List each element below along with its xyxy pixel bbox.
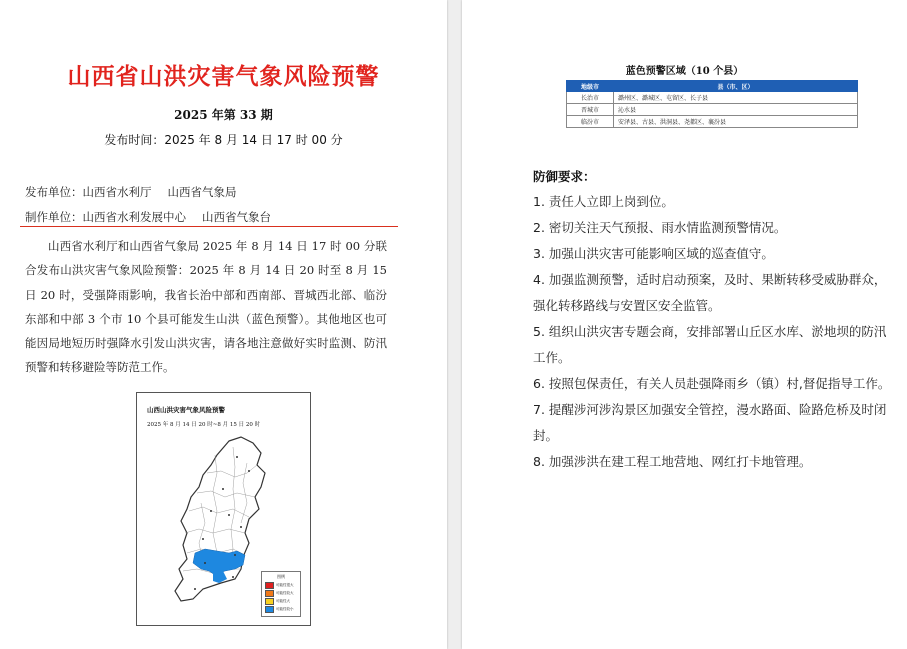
legend-title: 图例 bbox=[277, 574, 285, 579]
table-cell-city: 临汾市 bbox=[567, 116, 614, 128]
maker-label: 制作单位： bbox=[25, 210, 83, 224]
document-page-left bbox=[0, 0, 447, 649]
map-subtitle: 2025 年 8 月 14 日 20 时~8 月 15 日 20 时 bbox=[147, 422, 261, 428]
legend-swatch-blue bbox=[265, 606, 274, 613]
maker-line bbox=[25, 209, 271, 225]
defense-requirements-heading: 防御要求： bbox=[533, 169, 596, 184]
document-page-right bbox=[462, 0, 907, 649]
table-cell-counties: 沁水县 bbox=[614, 104, 858, 116]
legend-label: 可能性很大 bbox=[276, 582, 294, 587]
legend-label: 可能性大 bbox=[276, 598, 290, 603]
requirement-item: 5. 组织山洪灾害专题会商，安排部署山丘区水库、淤地坝的防汛工作。 bbox=[533, 324, 887, 365]
legend-label: 可能性较小 bbox=[276, 606, 294, 611]
table-cell-counties: 安泽县、古县、洪洞县、尧都区、襄汾县 bbox=[614, 116, 858, 128]
legend-item bbox=[265, 582, 297, 588]
map-title: 山西山洪灾害气象风险预警 bbox=[147, 406, 225, 414]
legend-item bbox=[265, 598, 297, 604]
issuer-line bbox=[25, 184, 237, 200]
requirement-item: 4. 加强监测预警，适时启动预案，及时、果断转移受威胁群众，强化转移路线与安置区安全监管。 bbox=[533, 272, 887, 313]
maker-water-center: 山西省水利发展中心 bbox=[82, 210, 186, 224]
issuer-label: 发布单位： bbox=[25, 185, 83, 199]
table-header-county: 县（市、区） bbox=[614, 81, 858, 92]
requirement-item: 7. 提醒涉河涉沟景区加强安全管控，漫水路面、险路危桥及时闭封。 bbox=[533, 402, 887, 443]
requirement-item: 1. 责任人立即上岗到位。 bbox=[533, 194, 674, 209]
table-cell-city: 长治市 bbox=[567, 92, 614, 104]
table-header-row bbox=[567, 81, 858, 92]
page-title: 山西省山洪灾害气象风险预警 bbox=[67, 64, 380, 90]
blue-warning-table-title: 蓝色预警区域（10 个县） bbox=[625, 66, 744, 77]
legend-item bbox=[265, 590, 297, 596]
header-divider bbox=[20, 226, 398, 227]
legend-swatch-orange bbox=[265, 590, 274, 597]
issue-number: 2025 年第 33 期 bbox=[174, 108, 273, 122]
table-row bbox=[567, 116, 858, 128]
legend-swatch-yellow bbox=[265, 598, 274, 605]
requirement-item: 6. 按照包保责任，有关人员赴强降雨乡（镇）村,督促指导工作。 bbox=[533, 376, 891, 391]
legend-label: 可能性较大 bbox=[276, 590, 294, 595]
maker-weather-station: 山西省气象台 bbox=[202, 210, 271, 224]
warning-map bbox=[136, 392, 311, 626]
publish-time: 发布时间：2025 年 8 月 14 日 17 时 00 分 bbox=[104, 133, 343, 147]
warning-body-text: 山西省水利厅和山西省气象局 2025 年 8 月 14 日 17 时 00 分联合发布山洪灾害气象风险预警：2025 年 8 月 14 日 20 时至 8 月 15 日 20 时，受强降雨影响，我省长治中部和西南部、晋城西北部、临汾东部和中部 3 个市 10 个县可能发生山洪（蓝色预警）。其他地区也可能因局地短历时强降水引发山洪灾害，请各地注意做好实时监测、防汛预警和转移避险等防范工作。 bbox=[25, 239, 387, 375]
requirement-item: 2. 密切关注天气预报、雨水情监测预警情况。 bbox=[533, 220, 787, 235]
table-row bbox=[567, 104, 858, 116]
legend-swatch-red bbox=[265, 582, 274, 589]
defense-requirements-list bbox=[533, 189, 893, 475]
issuer-weather-bureau: 山西省气象局 bbox=[167, 185, 237, 199]
map-legend bbox=[261, 571, 301, 617]
issuer-water-dept: 山西省水利厅 bbox=[82, 185, 152, 199]
blue-warning-region-table bbox=[566, 80, 858, 128]
table-cell-city: 晋城市 bbox=[567, 104, 614, 116]
legend-item bbox=[265, 606, 297, 612]
requirement-item: 3. 加强山洪灾害可能影响区域的巡查值守。 bbox=[533, 246, 774, 261]
table-cell-counties: 潞州区、潞城区、屯留区、长子县 bbox=[614, 92, 858, 104]
table-header-city: 地级市 bbox=[567, 81, 614, 92]
table-row bbox=[567, 92, 858, 104]
requirement-item: 8. 加强涉洪在建工程工地营地、网红打卡地管理。 bbox=[533, 454, 812, 469]
